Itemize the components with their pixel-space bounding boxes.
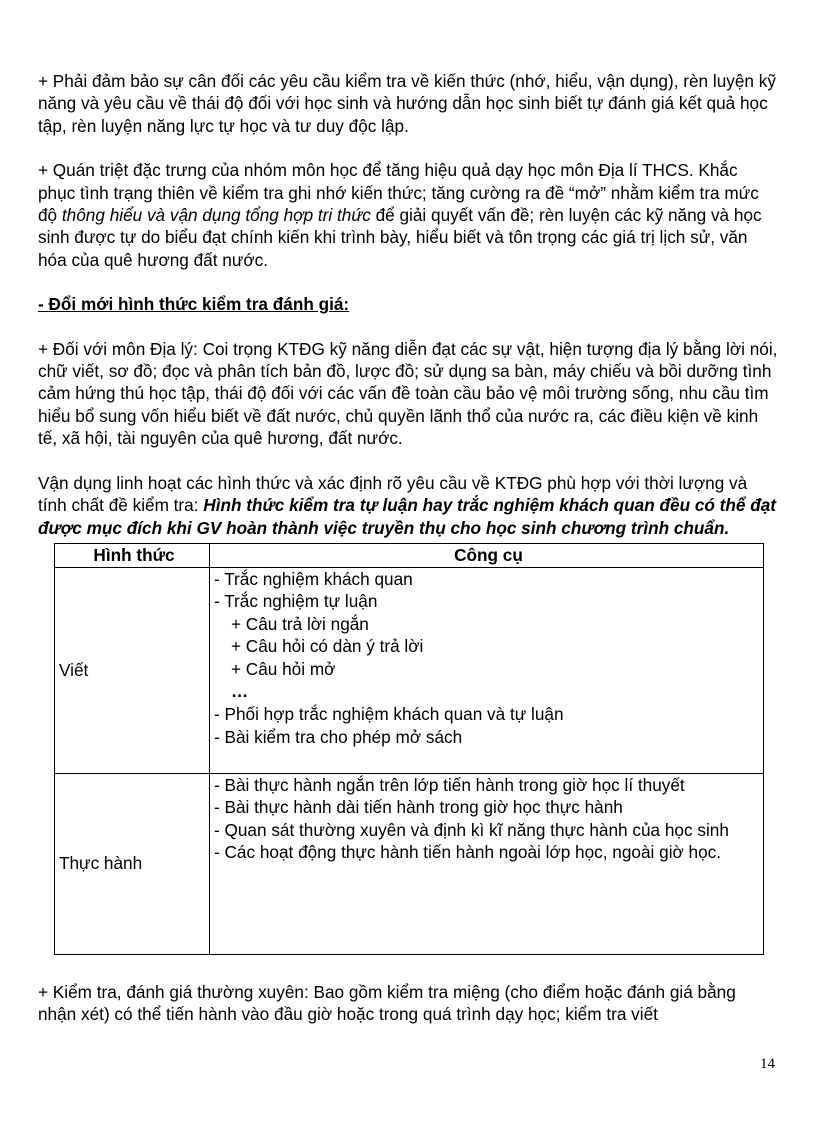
list-item: - Bài kiểm tra cho phép mở sách — [214, 726, 463, 747]
list-item: - Các hoạt động thực hành tiến hành ngoài lớp học, ngoài giờ học. — [214, 842, 722, 863]
italic-emphasis: thông hiểu và vận dụng tổng hợp tri thức — [61, 205, 371, 226]
paragraph-text: Vận dụng linh hoạt các hình thức và xác định rõ yêu cầu về KTĐG phù hợp với thời lượng và tính chất đề kiểm tra: — [38, 472, 748, 516]
list-item: + Câu hỏi mở — [231, 658, 336, 679]
form-cell: Thực hành — [55, 773, 210, 954]
paragraph-subject-characteristics — [38, 159, 778, 271]
table-row — [55, 773, 764, 954]
tools-cell — [210, 773, 764, 954]
paragraph-text: để giải quyết vấn đề; rèn luyện các kỹ năng và học sinh được tự do biểu đạt chính kiến khi trình bày, hiểu biết và tôn trọng các giá trị lịch sử, văn hóa của quê hương đất nước. — [38, 205, 762, 270]
list-item: - Bài thực hành ngắn trên lớp tiến hành trong giờ học lí thuyết — [214, 774, 685, 795]
list-item: - Phối hợp trắc nghiệm khách quan và tự luận — [214, 704, 564, 725]
document-page — [38, 70, 778, 1025]
list-item: + Câu trả lời ngắn — [231, 613, 369, 634]
page-number: 14 — [760, 1056, 775, 1072]
paragraph-flexible-forms — [38, 472, 778, 539]
form-cell: Viết — [55, 567, 210, 773]
tools-cell — [210, 567, 764, 773]
paragraph-regular-assessment: + Kiểm tra, đánh giá thường xuyên: Bao gồm kiểm tra miệng (cho điểm hoặc đánh giá bằng nhận xét) có thể tiến hành vào đầu giờ hoặc trong quá trình dạy học; kiểm tra viết — [38, 981, 736, 1024]
list-item: - Trắc nghiệm tự luận — [214, 591, 378, 612]
header-tools: Công cụ — [210, 543, 764, 567]
table-header-row — [55, 543, 764, 567]
section-heading: - Đổi mới hình thức kiểm tra đánh giá: — [38, 294, 350, 315]
list-item: - Trắc nghiệm khách quan — [214, 568, 413, 589]
list-item: … — [231, 681, 249, 702]
list-item: - Bài thực hành dài tiến hành trong giờ học thực hành — [214, 797, 623, 818]
assessment-forms-table — [54, 543, 764, 955]
list-item: + Câu hỏi có dàn ý trả lời — [231, 636, 424, 657]
bold-italic-emphasis: Hình thức kiểm tra tự luận hay trắc nghiệm khách quan đều có thể đạt được mục đích khi GV hoàn thành việc truyền thụ cho học sinh chương trình chuẩn. — [38, 495, 777, 538]
paragraph-balance-requirements: + Phải đảm bảo sự cân đối các yêu cầu kiểm tra về kiến thức (nhớ, hiểu, vận dụng), rèn luyện kỹ năng và yêu cầu về thái độ đối với học sinh và hướng dẫn học sinh biết tự đánh giá kết quả học tập, rèn luyện năng lực tự học và tư duy độc lập. — [38, 71, 776, 136]
list-item: - Quan sát thường xuyên và định kì kĩ năng thực hành của học sinh — [214, 819, 729, 840]
header-form: Hình thức — [55, 543, 210, 567]
table-row — [55, 567, 764, 773]
paragraph-text: + Quán triệt đặc trưng của nhóm môn học để tăng hiệu quả dạy học môn Địa lí THCS. Khắc phục tình trạng thiên về kiểm tra ghi nhớ kiến thức; tăng cường ra đề “mở” nhằm kiểm tra mức độ — [38, 160, 759, 226]
paragraph-geography-skills: + Đối với môn Địa lý: Coi trọng KTĐG kỹ năng diễn đạt các sự vật, hiện tượng địa lý bằng lời nói, chữ viết, sơ đồ; đọc và phân tích bản đồ, lược đồ; sử dụng sa bàn, máy chiếu và bồi dưỡng tình cảm hứng thú học tập, thái độ đối với các vấn đề toàn cầu bảo vệ môi trường sống, nhu cầu tìm hiểu bổ sung vốn hiểu biết về đất nước, chủ quyền lãnh thổ của nước ra, các điều kiện về kinh tế, xã hội, tài nguyên của quê hương, đất nước. — [38, 338, 778, 449]
